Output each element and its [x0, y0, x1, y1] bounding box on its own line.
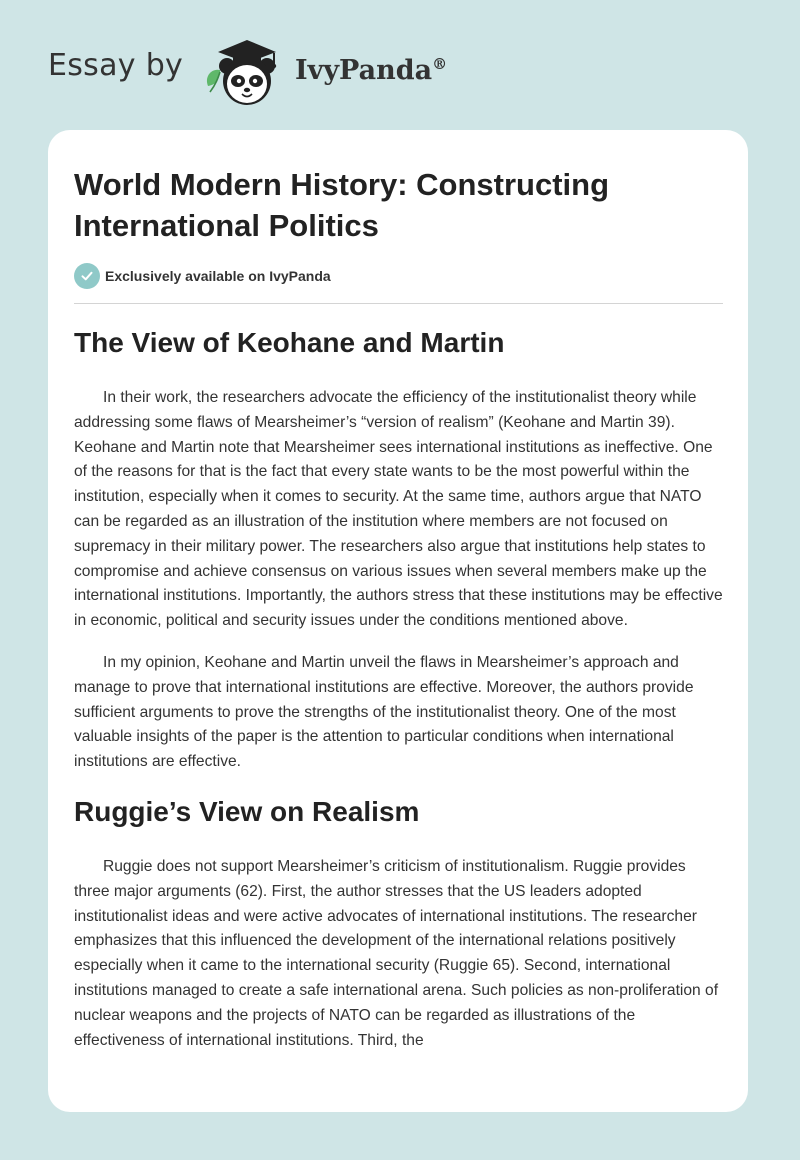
paragraph: Ruggie does not support Mearsheimer’s criticism of institutionalism. Ruggie provides three major arguments (62). First, the author stresses that the US leaders adopted institutionalist ideas and were active advocates of international institutions. The researcher emphasizes that this influenced the development of the international relations positively especially when it came to the international security (Ruggie 65). Second, international institutions managed to create a safe international arena. Such policies as non-proliferation of nuclear weapons and the projects of NATO can be regarded as illustrations of the effectiveness of international institutions. Third, the — [74, 857, 719, 1049]
badge-text: Exclusively available on IvyPanda — [105, 268, 331, 284]
exclusive-badge — [74, 263, 331, 289]
paragraph: In my opinion, Keohane and Martin unveil the flaws in Mearsheimer’s approach and manage to prove that international institutions are effective. Moreover, the authors provide sufficient arguments to prove the strengths of the institutionalist theory. One of the most valuable insights of the paper is the attention to particular conditions when international institutions are effective. — [74, 653, 694, 771]
paragraph: In their work, the researchers advocate the efficiency of the institutionalist theory while addressing some flaws of Mearsheimer’s “version of realism” (Keohane and Martin 39). Keohane and Martin note that Mearsheimer sees international institutions as ineffective. One of the reasons for that is the fact that every state wants to be the most powerful within the institution, especially when it comes to security. At the same time, authors argue that NATO can be regarded as an illustration of the institution where members are not focused on supremacy in their military power. The researchers also argue that institutions help states to compromise and achieve consensus on various issues when several members make up the international institutions. Importantly, the authors stress that these institutions may be effective in economic, political and security issues under the conditions mentioned above. — [74, 389, 723, 630]
page-title: World Modern History: Constructing International Politics — [74, 167, 610, 243]
brand-header — [48, 34, 488, 110]
divider — [74, 303, 723, 304]
brand-name — [295, 55, 447, 86]
registered-mark: ® — [432, 55, 448, 73]
essay-content — [74, 323, 724, 1070]
brand-name-text: IvyPanda — [295, 55, 433, 86]
check-circle-icon — [74, 263, 100, 289]
section-heading-ruggie: Ruggie’s View on Realism — [74, 795, 420, 827]
brand-prefix: Essay by — [48, 48, 184, 83]
essay-card — [48, 130, 748, 1112]
panda-graduate-icon — [200, 34, 290, 110]
section-heading-keohane-martin: The View of Keohane and Martin — [74, 327, 505, 358]
